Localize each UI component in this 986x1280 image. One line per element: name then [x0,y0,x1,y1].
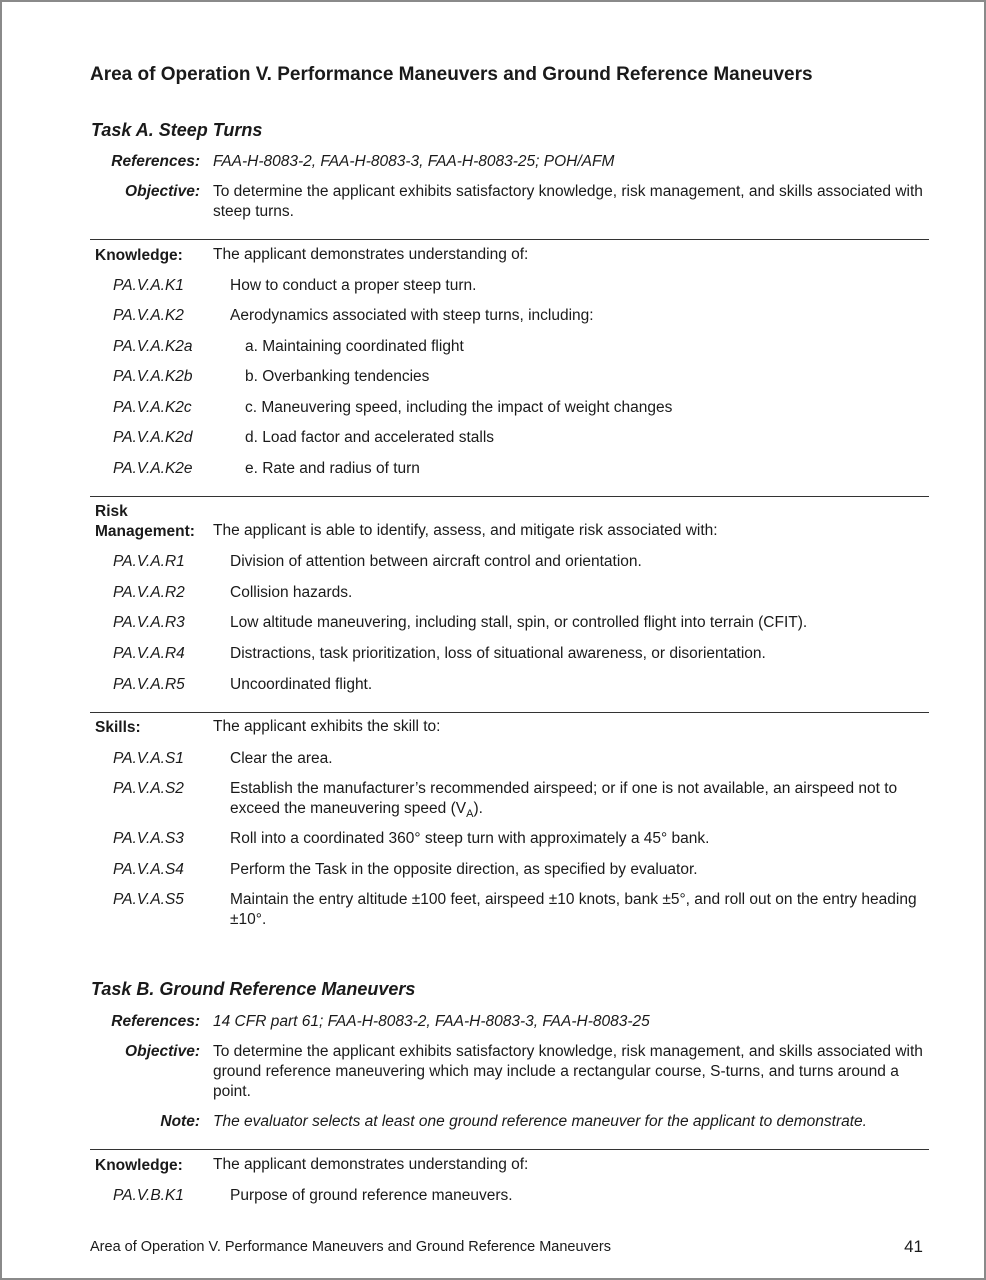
task-a-references: FAA-H-8083-2, FAA-H-8083-3, FAA-H-8083-25; POH/AFM [213,153,615,170]
element-code: PA.V.A.R1 [113,553,185,570]
task-b-references-label: References: [111,1013,200,1030]
element-code: PA.V.A.R2 [113,584,185,601]
knowledge-intro: The applicant demonstrates understanding of: [213,246,529,263]
element-text: Uncoordinated flight. [230,676,373,693]
element-text-main: Establish the manufacturer’s recommended airspeed; or if one is not available, an airspeed not to exceed the maneuvering speed (V [230,780,898,817]
element-text: Low altitude maneuvering, including stall, spin, or controlled flight into terrain (CFIT). [230,614,808,631]
risk-label-line2: Management: [95,523,195,540]
element-code: PA.V.A.K2d [113,429,193,446]
element-code: PA.V.A.S2 [113,780,184,797]
risk-intro: The applicant is able to identify, assess, and mitigate risk associated with: [213,522,718,539]
element-code: PA.V.A.S5 [113,891,184,908]
element-text: Distractions, task prioritization, loss of situational awareness, or disorientation. [230,645,766,662]
element-code: PA.V.A.K2e [113,460,193,477]
element-text: c. Maneuvering speed, including the impact of weight changes [245,399,673,416]
element-text: e. Rate and radius of turn [245,460,420,477]
section-divider [90,496,929,497]
task-b-note: The evaluator selects at least one ground reference maneuver for the applicant to demonstrate. [213,1113,867,1130]
element-text: d. Load factor and accelerated stalls [245,429,495,446]
element-code: PA.V.A.R4 [113,645,185,662]
element-code: PA.V.A.S1 [113,750,184,767]
element-code: PA.V.B.K1 [113,1187,184,1204]
element-text: How to conduct a proper steep turn. [230,277,477,294]
element-code: PA.V.A.K1 [113,277,184,294]
element-code: PA.V.A.R5 [113,676,185,693]
element-text: a. Maintaining coordinated flight [245,338,464,355]
task-b-objective-label: Objective: [125,1043,200,1060]
task-b-objective: To determine the applicant exhibits satisfactory knowledge, risk management, and skills associated with ground reference maneuvering which may include a rectangular course, S-turns, and turns around a point. [213,1043,923,1100]
subscript: A [466,808,474,821]
skills-label: Skills: [95,719,141,736]
element-text: Clear the area. [230,750,333,767]
element-text: Division of attention between aircraft control and orientation. [230,553,642,570]
element-code: PA.V.A.K2 [113,307,184,324]
footer-text: Area of Operation V. Performance Maneuvers and Ground Reference Maneuvers [90,1239,611,1255]
knowledge-label: Knowledge: [95,247,183,264]
knowledge-intro: The applicant demonstrates understanding of: [213,1156,529,1173]
risk-label-line1: Risk [95,503,128,520]
task-b-title: Task B. Ground Reference Maneuvers [91,979,416,999]
element-code: PA.V.A.K2b [113,368,193,385]
element-text: Perform the Task in the opposite direction, as specified by evaluator. [230,861,698,878]
section-divider [90,712,929,713]
task-a-objective-label: Objective: [125,183,200,200]
area-title: Area of Operation V. Performance Maneuvers and Ground Reference Maneuvers [90,64,813,85]
task-b-note-label: Note: [160,1113,200,1130]
element-code: PA.V.A.K2c [113,399,192,416]
section-divider [90,1149,929,1150]
task-a-objective: To determine the applicant exhibits satisfactory knowledge, risk management, and skills associated with steep turns. [213,183,923,220]
element-text: Aerodynamics associated with steep turns, including: [230,307,594,324]
element-code: PA.V.A.S4 [113,861,184,878]
knowledge-label: Knowledge: [95,1157,183,1174]
element-code: PA.V.A.K2a [113,338,193,355]
task-b-references: 14 CFR part 61; FAA-H-8083-2, FAA-H-8083-3, FAA-H-8083-25 [213,1013,650,1030]
element-text: Roll into a coordinated 360° steep turn with approximately a 45° bank. [230,830,710,847]
element-text-tail: ). [473,800,483,817]
task-a-title: Task A. Steep Turns [91,120,263,140]
element-text: Maintain the entry altitude ±100 feet, airspeed ±10 knots, bank ±5°, and roll out on the entry heading ±10°. [230,891,917,928]
element-text [230,779,925,824]
element-code: PA.V.A.R3 [113,614,185,631]
skills-intro: The applicant exhibits the skill to: [213,718,441,735]
element-text: Collision hazards. [230,584,353,601]
element-code: PA.V.A.S3 [113,830,184,847]
task-a-references-label: References: [111,153,200,170]
page-number: 41 [904,1237,923,1256]
section-divider [90,239,929,240]
element-text: Purpose of ground reference maneuvers. [230,1187,513,1204]
element-text: b. Overbanking tendencies [245,368,430,385]
